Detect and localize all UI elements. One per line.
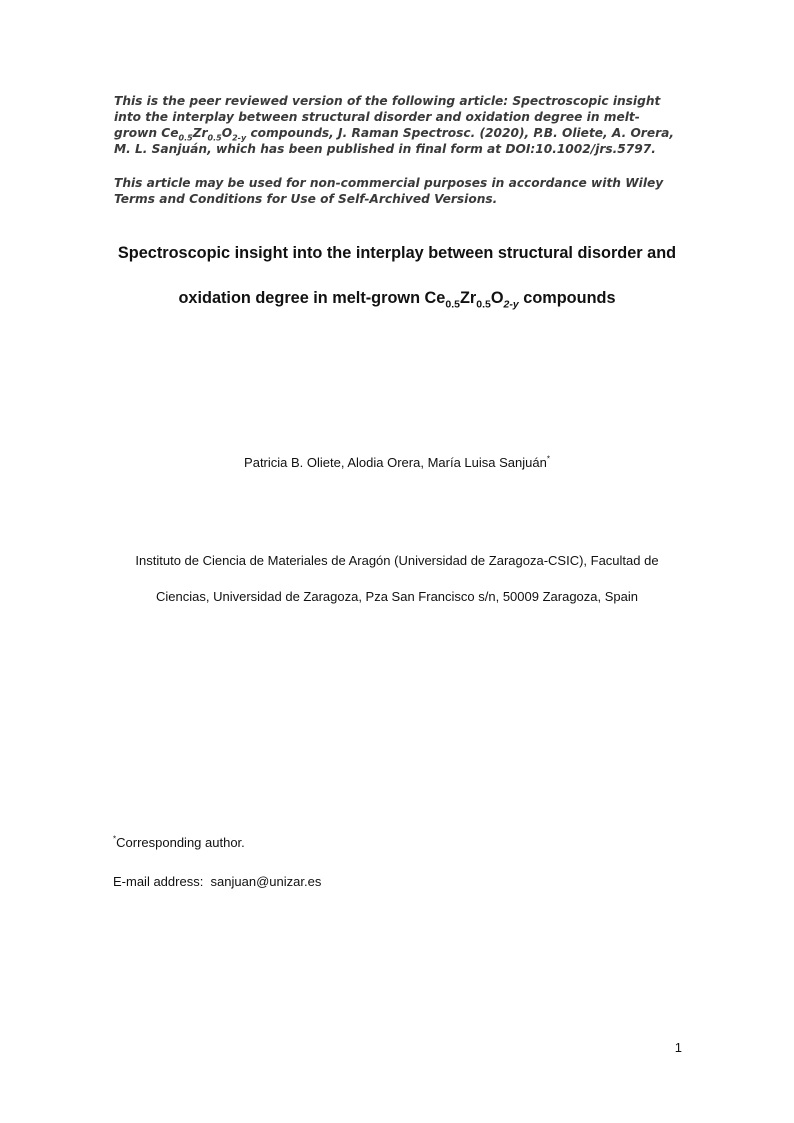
title-formula-ce-sub: 0.5 [445, 298, 460, 311]
article-title-line-1: Spectroscopic insight into the interplay between structural disorder and [117, 244, 677, 262]
title-formula-o-sub: 2-y [503, 298, 519, 311]
affiliation-line-2: Ciencias, Universidad de Zaragoza, Pza San Francisco s/n, 50009 Zaragoza, Spain [156, 589, 638, 604]
email-label: E-mail address: [113, 874, 211, 889]
title-prefix: oxidation degree in melt-grown [178, 289, 425, 307]
title-formula-zr: Zr [459, 289, 477, 307]
corresponding-author-note [113, 834, 245, 852]
notice-intro: This is the peer reviewed version of the following article: Spectroscopic insight into the interplay between structural disorder and oxidation degree in melt-grown [114, 94, 661, 140]
author-names: Patricia B. Oliete, Alodia Orera, María Luisa Sanjuán [244, 455, 547, 470]
affiliation-line-1: Instituto de Ciencia de Materiales de Aragón (Universidad de Zaragoza-CSIC), Facultad de [135, 553, 659, 568]
formula-o-sub: 2-y [232, 133, 247, 143]
title-formula-ce: Ce [424, 289, 446, 307]
title-formula-zr-sub: 0.5 [476, 298, 491, 311]
corresponding-marker: * [546, 454, 550, 464]
publication-notice [114, 93, 682, 157]
article-title-line-2 [60, 288, 734, 311]
usage-notice: This article may be used for non-commercial purposes in accordance with Wiley Terms and Conditions for Use of Self-Archived Versions. [114, 176, 664, 206]
email-address: sanjuan@unizar.es [210, 874, 322, 889]
title-formula-o: O [490, 289, 504, 307]
notice-outro: compounds, J. Raman Spectrosc. (2020), P.B. Oliete, A. Orera, M. L. Sanjuán, which has been published in final form at DOI:10.1002/jrs.5797. [114, 126, 674, 156]
corresponding-label: Corresponding author. [116, 835, 245, 850]
formula-ce: Ce [161, 126, 179, 140]
formula-ce-sub: 0.5 [178, 133, 193, 143]
notice-formula [161, 126, 247, 143]
page-number: 1 [674, 1040, 682, 1055]
author-list [60, 454, 734, 472]
title-suffix: compounds [518, 289, 616, 307]
formula-zr: Zr [192, 126, 208, 140]
email-line [113, 873, 321, 891]
formula-o: O [221, 126, 233, 140]
formula-zr-sub: 0.5 [207, 133, 222, 143]
footnote-marker: * [113, 834, 117, 844]
